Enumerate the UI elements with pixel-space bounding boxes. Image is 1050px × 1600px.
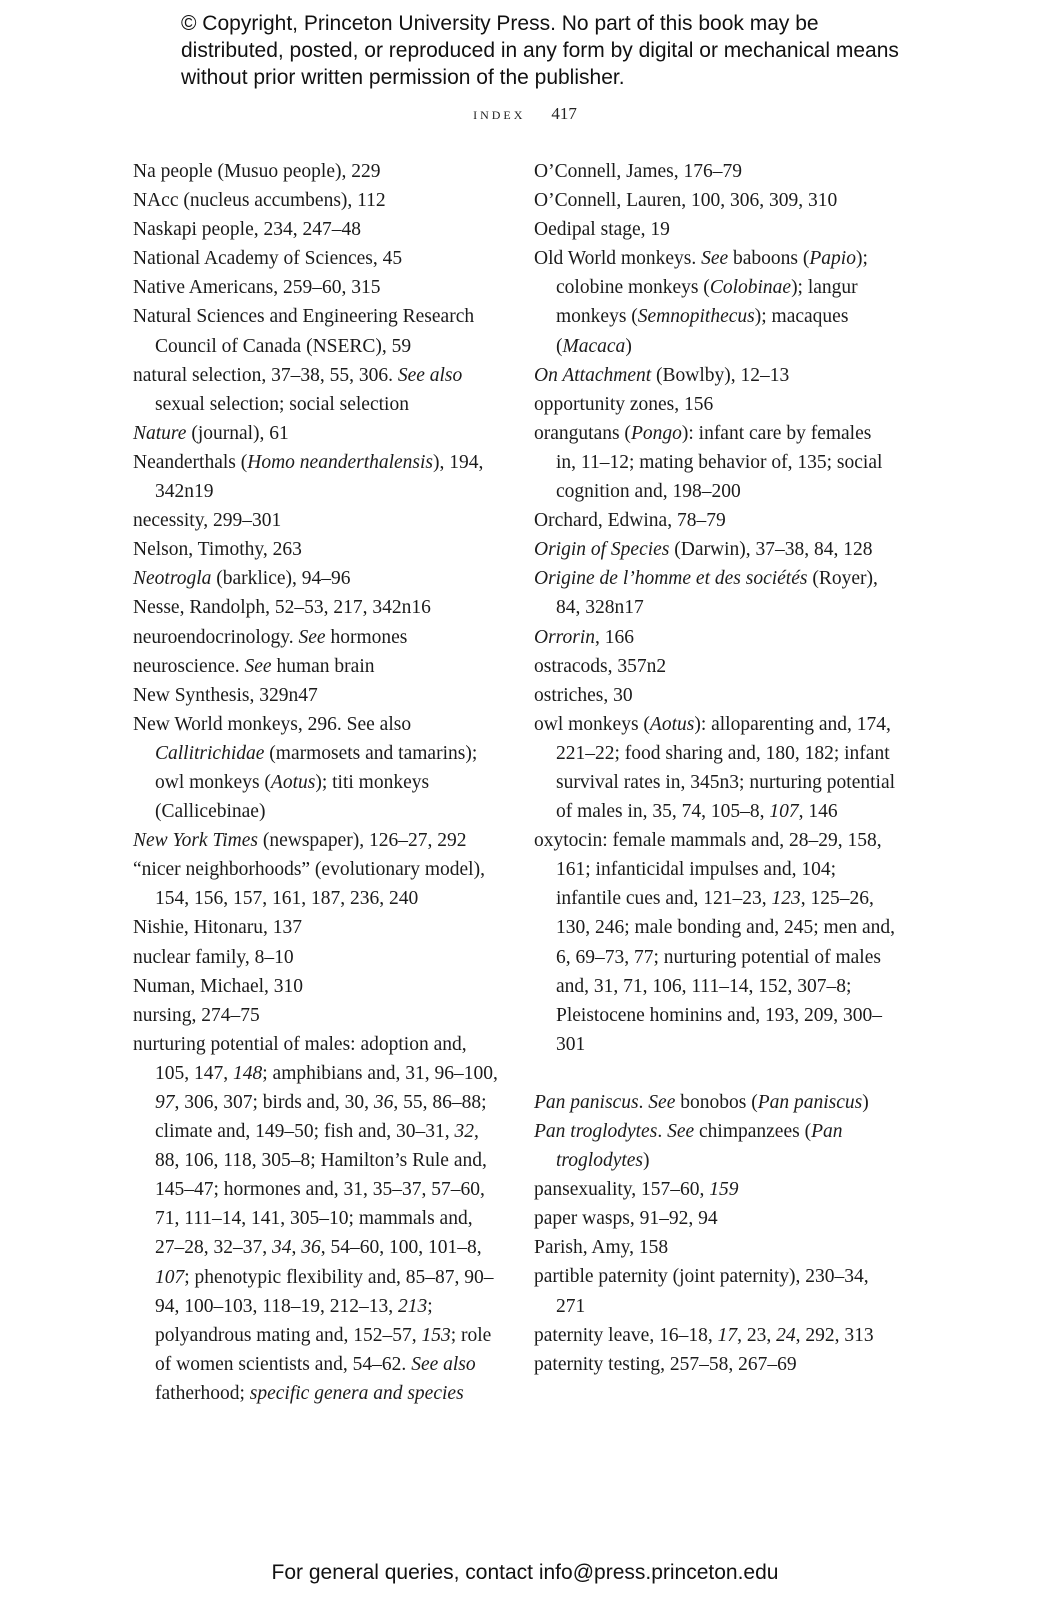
index-entry: neuroscience. See human brain (133, 655, 375, 677)
index-entry: Orrorin, 166 (534, 626, 635, 648)
footer-contact: For general queries, contact info@press.princeton.edu (271, 1561, 779, 1584)
index-entry: oxytocin: female mammals and, 28–29, 158, 161; infanticidal impulses and, 104; infantile cues and, 121–23, 123, 125–26, 130, 246; male bonding and, 245; men and, 6, 69–73, 77; nurturing potential of males and, 31, 71, 106, 111–14, 152, 307–8; Pleistocene hominins and, 193, 209, 300–301 (534, 830, 896, 1055)
index-entry: pansexuality, 157–60, 159 (534, 1179, 739, 1201)
index-column-left (133, 157, 501, 1408)
index-entry: “nicer neighborhoods” (evolutionary model), 154, 156, 157, 161, 187, 236, 240 (133, 859, 485, 910)
index-entry: orangutans (Pongo): infant care by females in, 11–12; mating behavior of, 135; social cognition and, 198–200 (534, 422, 883, 503)
index-entry: NAcc (nucleus accumbens), 112 (133, 190, 386, 212)
index-entry: Nesse, Randolph, 52–53, 217, 342n16 (133, 597, 431, 619)
index-entry: Natural Sciences and Engineering Research Council of Canada (NSERC), 59 (133, 306, 475, 357)
running-head-label: index (473, 104, 526, 123)
index-entry: Native Americans, 259–60, 315 (133, 277, 381, 299)
index-entry: paternity testing, 257–58, 267–69 (534, 1353, 797, 1375)
index-entry: Numan, Michael, 310 (133, 975, 304, 997)
index-entry: New Synthesis, 329n47 (133, 684, 318, 706)
index-entry: Nelson, Timothy, 263 (133, 539, 302, 561)
index-entry: partible paternity (joint paternity), 230–34, 271 (534, 1266, 869, 1317)
index-entry: Parish, Amy, 158 (534, 1237, 669, 1259)
index-entry: paper wasps, 91–92, 94 (534, 1208, 718, 1230)
index-entry: New World monkeys, 296. See also Callitrichidae (marmosets and tamarins); owl monkeys (Aotus); titi monkeys (Callicebinae) (133, 713, 478, 823)
index-entry: nuclear family, 8–10 (133, 946, 294, 968)
index-entry: Na people (Musuo people), 229 (133, 161, 381, 182)
index-entry: nurturing potential of males: adoption and, 105, 147, 148; amphibians and, 31, 96–100, 97, 306, 307; birds and, 30, 36, 55, 86–88; climate and, 149–50; fish and, 30–31, 32, 88, 106, 118, 305–8; Hamilton’s Rule and, 145–47; hormones and, 31, 35–37, 57–60, 71, 111–14, 141, 305–10; mammals and, 27–28, 32–37, 34, 36, 54–60, 100, 101–8, 107; phenotypic flexibility and, 85–87, 90–94, 100–103, 118–19, 212–13, 213; polyandrous mating and, 152–57, 153; role of women scientists and, 54–62. See also fatherhood; specific genera and species (133, 1033, 498, 1404)
index-entry: Pan troglodytes. See chimpanzees (Pan troglodytes) (534, 1121, 843, 1172)
index-entry: neuroendocrinology. See hormones (133, 626, 408, 648)
index-entry: necessity, 299–301 (133, 510, 282, 532)
index-entry: owl monkeys (Aotus): alloparenting and, 174, 221–22; food sharing and, 180, 182; infant survival rates in, 345n3; nurturing potential of males in, 35, 74, 105–8, 107, 146 (534, 713, 896, 823)
index-entry: ostracods, 357n2 (534, 655, 667, 677)
page-number: 417 (551, 104, 577, 123)
index-entry: New York Times (newspaper), 126–27, 292 (133, 830, 467, 852)
index-entry: Pan paniscus. See bonobos (Pan paniscus) (534, 1091, 869, 1113)
index-entry: Oedipal stage, 19 (534, 219, 670, 241)
index-entry: Nishie, Hitonaru, 137 (133, 917, 302, 939)
index-entry: On Attachment (Bowlby), 12–13 (534, 364, 790, 386)
index-entry: Old World monkeys. See baboons (Papio); colobine monkeys (Colobinae); langur monkeys (Semnopithecus); macaques (Macaca) (534, 248, 868, 357)
index-entry: Neanderthals (Homo neanderthalensis), 194, 342n19 (133, 451, 484, 503)
letter-group-gap (534, 1059, 896, 1088)
index-entry: nursing, 274–75 (133, 1004, 260, 1026)
index-entry: natural selection, 37–38, 55, 306. See also sexual selection; social selection (133, 364, 463, 415)
index-entry: ostriches, 30 (534, 684, 633, 706)
index-entry: O’Connell, Lauren, 100, 306, 309, 310 (534, 190, 838, 212)
index-entry: O’Connell, James, 176–79 (534, 161, 742, 182)
index-entry: Nature (journal), 61 (133, 422, 289, 444)
index-column-right (534, 157, 896, 1379)
index-entry: Naskapi people, 234, 247–48 (133, 219, 362, 241)
index-entry: opportunity zones, 156 (534, 393, 714, 415)
index-entry: Neotrogla (barklice), 94–96 (133, 568, 351, 590)
index-entry: Origin of Species (Darwin), 37–38, 84, 128 (534, 539, 873, 561)
index-entry: paternity leave, 16–18, 17, 23, 24, 292, 313 (534, 1324, 874, 1346)
running-head (0, 104, 1050, 124)
index-entry: Orchard, Edwina, 78–79 (534, 510, 726, 532)
copyright-notice: © Copyright, Princeton University Press. No part of this book may be distributed, posted, or reproduced in any form by digital or mechanical means without prior written permission of the publisher. (181, 12, 899, 89)
index-entry: National Academy of Sciences, 45 (133, 248, 403, 270)
index-entry: Origine de l’homme et des sociétés (Royer), 84, 328n17 (534, 568, 878, 619)
